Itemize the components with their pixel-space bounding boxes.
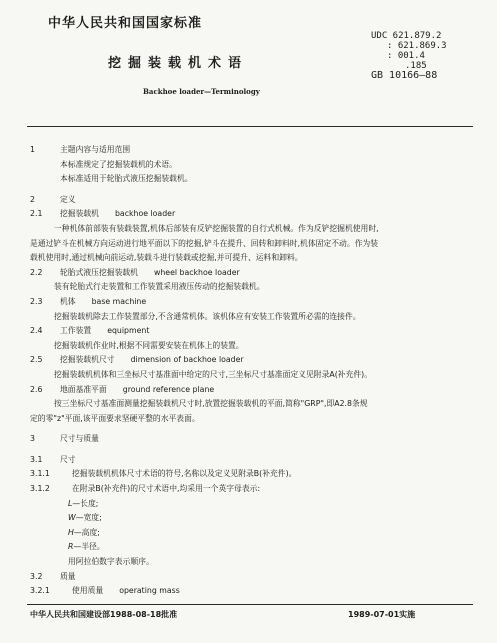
term-heading: 3.1 尺寸 xyxy=(30,454,76,464)
section-heading: 3 尺寸与质量 xyxy=(30,434,99,444)
paragraph: 载机使用时,通过机械向前运动,装载斗进行装载或挖掘,并可提升、运料和卸料。 xyxy=(30,253,303,263)
term-heading: 2.6 地面基准平面 ground reference plane xyxy=(30,384,215,394)
approval-date: 中华人民共和国建设部1988-08-18批准 xyxy=(30,610,178,619)
paragraph: 定的零"z"平面,该平面要求坚硬平整的水平表面。 xyxy=(30,413,200,423)
section-heading: 1 主题内容与适用范围 xyxy=(30,145,131,154)
paragraph: 本标准规定了挖掘装载机的术语。 xyxy=(60,159,177,169)
section-heading: 2 定义 xyxy=(30,194,76,204)
udc-code: : 001.4 xyxy=(387,51,425,61)
clause: 3.1.1 挖掘装载机机体尺寸术语的符号,名称以及定义见附录B(补充件)。 xyxy=(30,469,297,479)
term-heading: 3.2 质量 xyxy=(30,571,76,581)
paragraph: 用阿拉伯数字表示顺序。 xyxy=(68,557,154,567)
udc-code: : 621.869.3 xyxy=(387,41,447,51)
document-title: 挖掘装载机术语 xyxy=(108,56,249,71)
term-heading: 2.1 挖掘装载机 backhoe loader xyxy=(30,209,176,219)
term-heading: 2.3 机体 base machine xyxy=(30,296,147,306)
udc-code-block xyxy=(371,31,447,81)
paragraph: 装有轮胎式行走装置和工作装置采用液压传动的挖掘装载机。 xyxy=(54,282,265,292)
paragraph: 挖掘装载机除去工作装置部分,不含通常机体。该机体应有安装工作装置所必需的连接件。 xyxy=(54,311,361,321)
paragraph: 本标准适用于轮胎式液压挖掘装载机。 xyxy=(60,174,193,184)
clause: 3.2.1 使用质量 operating mass xyxy=(30,586,180,596)
letter-definition: W—宽度; xyxy=(68,513,102,523)
udc-code: UDC 621.879.2 xyxy=(371,31,442,41)
udc-code: .185 xyxy=(405,61,427,71)
document-title-english: Backhoe loader—Terminology xyxy=(143,87,260,96)
footer-divider xyxy=(27,604,473,605)
letter-definition: H—高度; xyxy=(68,527,100,537)
term-heading: 2.2 轮胎式液压挖掘装载机 wheel backhoe loader xyxy=(30,267,240,277)
gb-number: GB 10166–88 xyxy=(371,70,438,81)
implementation-date: 1989-07-01实施 xyxy=(348,610,416,619)
clause: 3.1.2 在附录B(补充件)的尺寸术语中,均采用一个英字母表示: xyxy=(30,484,261,494)
letter-definition: R—半径。 xyxy=(68,542,105,552)
document-body xyxy=(30,143,470,599)
paragraph: 挖掘装载机作业时,根据不同需要安装在机体上的装置。 xyxy=(54,340,244,350)
paragraph: 挖掘装载机机体和三坐标尺寸基准面中给定的尺寸,三坐标尺寸基准面定义见附录A(补充件)。 xyxy=(54,369,372,379)
term-heading: 2.4 工作装置 equipment xyxy=(30,326,150,336)
header-divider xyxy=(27,126,473,127)
term-heading: 2.5 挖掘装载机尺寸 dimension of backhoe loader xyxy=(30,355,244,365)
paragraph: 是通过铲斗在机械方向运动进行地平面以下的挖掘,铲斗在提升、回转和卸料时,机体固定不动。作为装 xyxy=(30,238,379,248)
letter-definition: L—长度; xyxy=(68,498,99,508)
paragraph: 一种机体前部装有装载装置,机体后部装有反铲挖掘装置的自行式机械。作为反铲挖掘机使用时, xyxy=(54,223,379,233)
standard-title: 中华人民共和国国家标准 xyxy=(48,16,203,31)
paragraph: 按三坐标尺寸基准面测量挖掘装载机尺寸时,放置挖掘装载机的平面,简称"GRP",即A2.8条规 xyxy=(54,399,368,409)
